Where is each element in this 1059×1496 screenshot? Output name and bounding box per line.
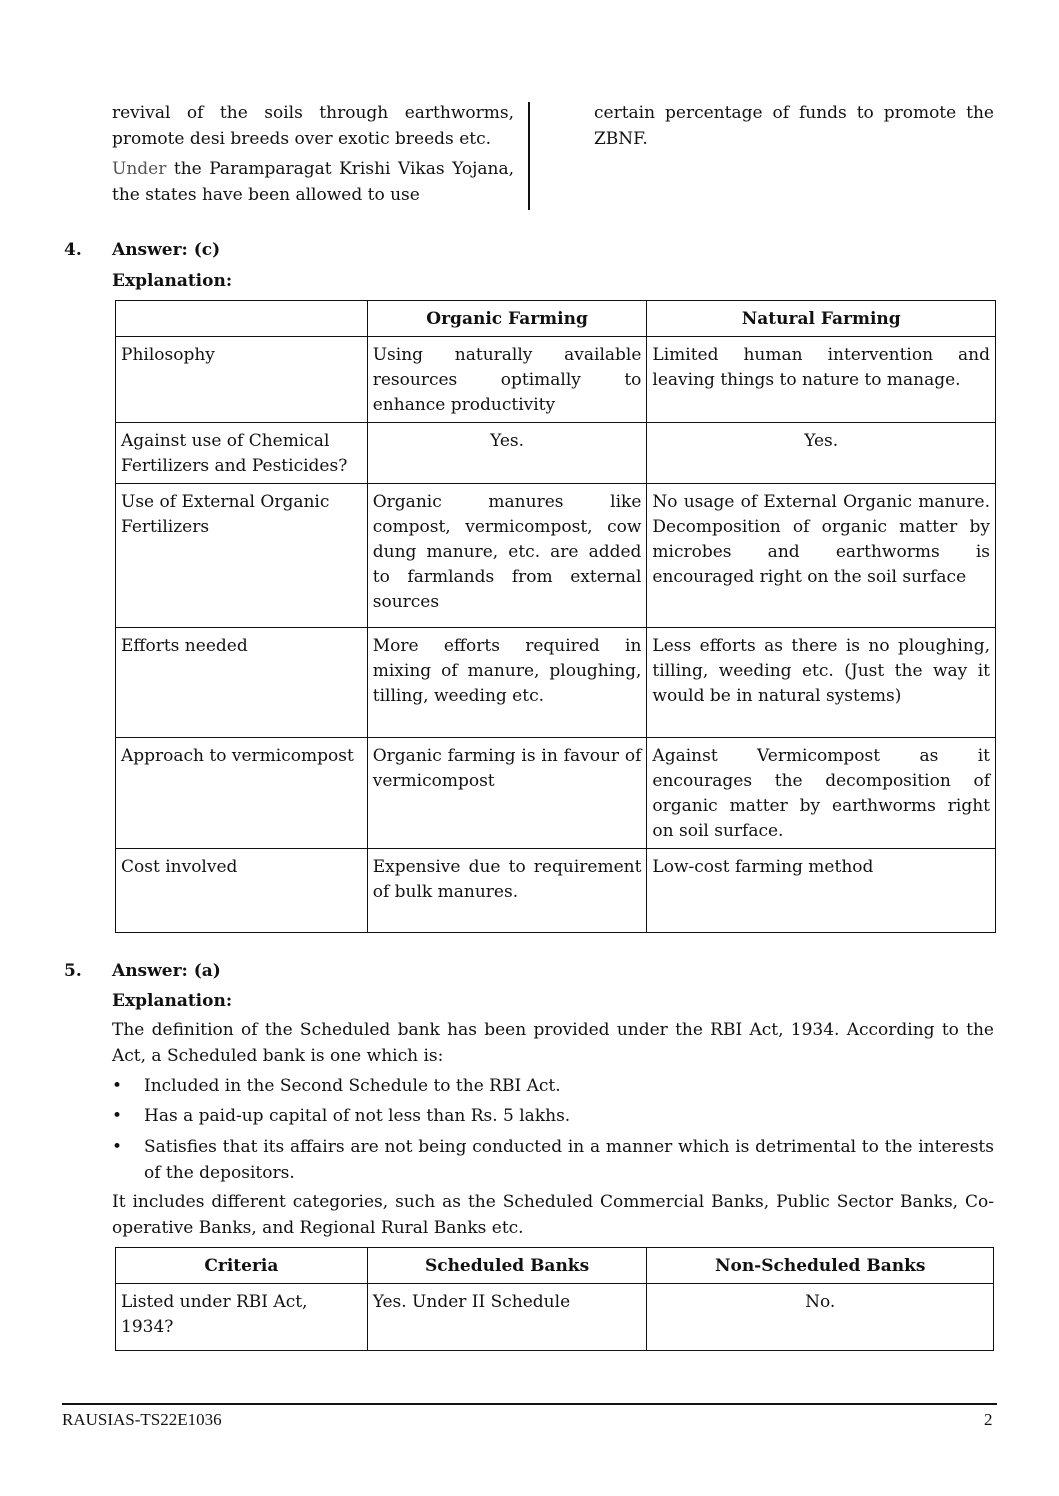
table-cell: Philosophy (116, 337, 368, 423)
bullet-icon: • (112, 1106, 123, 1126)
question-4-number: 4. (64, 240, 82, 260)
footer-divider (62, 1403, 997, 1405)
table-cell: Cost involved (116, 849, 368, 933)
table-row (116, 337, 996, 423)
list-item (112, 1103, 994, 1129)
table-cell: Less efforts as there is no ploughing, tilling, weeding etc. (Just the way it would be in natural systems) (647, 628, 996, 738)
table-header-cell: Organic Farming (367, 301, 647, 337)
table-row (116, 423, 996, 484)
scheduled-banks-table (115, 1247, 994, 1351)
column-divider (528, 102, 530, 210)
intro-columns (112, 100, 994, 212)
list-item (112, 1073, 994, 1099)
table-cell: Efforts needed (116, 628, 368, 738)
table-cell: Low-cost farming method (647, 849, 996, 933)
table-header-row (116, 1248, 994, 1284)
intro-right-paragraph-1: certain percentage of funds to promote the ZBNF. (594, 103, 994, 149)
intro-left-muted-word: Under (112, 159, 167, 179)
question-5-answer: Answer: (a) (112, 961, 221, 981)
table-header-cell: Criteria (116, 1248, 368, 1284)
table-header-cell: Scheduled Banks (367, 1248, 647, 1284)
table-header-cell (116, 301, 368, 337)
intro-left-paragraph-2 (112, 156, 514, 208)
table-cell: Against use of Chemical Fertilizers and Pesticides? (116, 423, 368, 484)
table-cell: Yes. Under II Schedule (367, 1284, 647, 1351)
intro-right-column (594, 100, 994, 152)
question-4-explanation-label: Explanation: (112, 271, 233, 291)
footer-document-code: RAUSIAS-TS22E1036 (62, 1410, 222, 1429)
intro-left-column (112, 100, 514, 212)
list-item (112, 1134, 994, 1186)
table-cell: Organic farming is in favour of vermicompost (367, 738, 647, 849)
table-header-cell: Non-Scheduled Banks (647, 1248, 994, 1284)
intro-left-paragraph-2-text: the Paramparagat Krishi Vikas Yojana, the states have been allowed to use (112, 159, 514, 205)
table-row (116, 628, 996, 738)
table-header-cell: Natural Farming (647, 301, 996, 337)
footer-page-number: 2 (984, 1410, 993, 1429)
table-cell: Expensive due to requirement of bulk manures. (367, 849, 647, 933)
table-row (116, 738, 996, 849)
table-row (116, 849, 996, 933)
table-cell: Use of External Organic Fertilizers (116, 484, 368, 628)
question-5-paragraph-2: It includes different categories, such as the Scheduled Commercial Banks, Public Sector Banks, Co-operative Banks, and Regional Rural Banks etc. (112, 1192, 994, 1238)
table-cell: Yes. (647, 423, 996, 484)
list-item-text: Satisfies that its affairs are not being conducted in a manner which is detrimental to the interests of the depositors. (144, 1137, 994, 1183)
question-5-number: 5. (64, 961, 82, 981)
table-cell: Against Vermicompost as it encourages the decomposition of organic matter by earthworms right on soil surface. (647, 738, 996, 849)
table-cell: Organic manures like compost, vermicompost, cow dung manure, etc. are added to farmlands from external sources (367, 484, 647, 628)
table-cell: No usage of External Organic manure. Decomposition of organic matter by microbes and earthworms is encouraged right on the soil surface (647, 484, 996, 628)
organic-vs-natural-table (115, 300, 996, 933)
question-5-paragraph-1: The definition of the Scheduled bank has been provided under the RBI Act, 1934. According to the Act, a Scheduled bank is one which is: (112, 1020, 994, 1066)
list-item-text: Has a paid-up capital of not less than Rs. 5 lakhs. (144, 1106, 571, 1126)
intro-left-paragraph-1: revival of the soils through earthworms, promote desi breeds over exotic breeds etc. (112, 103, 514, 149)
table-header-row (116, 301, 996, 337)
table-cell: No. (647, 1284, 994, 1351)
bullet-icon: • (112, 1137, 123, 1157)
table-row (116, 1284, 994, 1351)
table-cell: Limited human intervention and leaving things to nature to manage. (647, 337, 996, 423)
table-row (116, 484, 996, 628)
list-item-text: Included in the Second Schedule to the RBI Act. (144, 1076, 561, 1096)
table-cell: Using naturally available resources optimally to enhance productivity (367, 337, 647, 423)
question-5-explanation-label: Explanation: (112, 991, 233, 1011)
bullet-icon: • (112, 1076, 123, 1096)
table-cell: Approach to vermicompost (116, 738, 368, 849)
question-4-answer: Answer: (c) (112, 240, 221, 260)
table-cell: More efforts required in mixing of manure, ploughing, tilling, weeding etc. (367, 628, 647, 738)
table-cell: Listed under RBI Act, 1934? (116, 1284, 368, 1351)
table-cell: Yes. (367, 423, 647, 484)
